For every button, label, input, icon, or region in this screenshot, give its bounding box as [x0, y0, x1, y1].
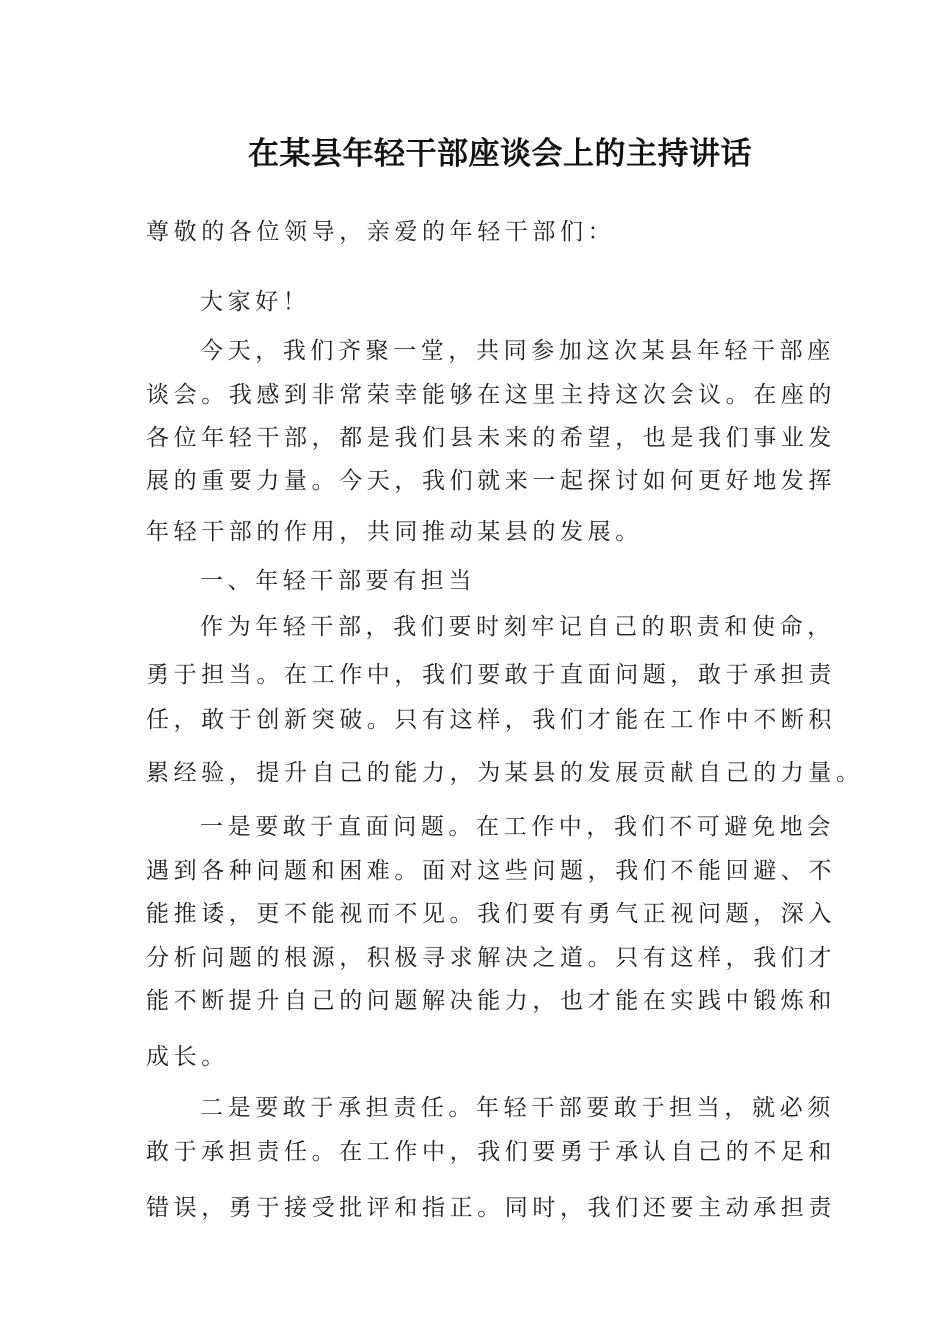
paragraph-line: 分析问题的根源，积极寻求解决之道。只有这样，我们才 [146, 945, 836, 971]
paragraph-line: 敢于承担责任。在工作中，我们要勇于承认自己的不足和 [146, 1139, 836, 1165]
paragraph-line: 勇于担当。在工作中，我们要敢于直面问题，敢于承担责 [146, 662, 836, 688]
paragraph-line: 能不断提升自己的问题解决能力，也才能在实践中锻炼和 [146, 988, 836, 1014]
salutation-line: 尊敬的各位领导，亲爱的年轻干部们： [146, 219, 616, 245]
paragraph-line: 今天，我们齐聚一堂，共同参加这次某县年轻干部座 [200, 338, 835, 364]
document-title: 在某县年轻干部座谈会上的主持讲话 [248, 136, 752, 172]
paragraph-line: 一是要敢于直面问题。在工作中，我们不可避免地会 [200, 814, 835, 840]
paragraph-line: 能推诿，更不能视而不见。我们要有勇气正视问题，深入 [146, 901, 836, 927]
paragraph-line: 二是要敢于承担责任。年轻干部要敢于担当，就必须 [200, 1095, 835, 1121]
paragraph-line: 累经验，提升自己的能力，为某县的发展贡献自己的力量。 [146, 760, 864, 786]
paragraph-line: 年轻干部的作用，共同推动某县的发展。 [146, 519, 643, 545]
paragraph-line: 遇到各种问题和困难。面对这些问题，我们不能回避、不 [146, 858, 836, 884]
paragraph-line: 错误，勇于接受批评和指正。同时，我们还要主动承担责 [146, 1195, 836, 1221]
section-heading: 一、年轻干部要有担当 [200, 568, 476, 594]
paragraph-line: 作为年轻干部，我们要时刻牢记自己的职责和使命， [200, 614, 835, 640]
paragraph-line: 成长。 [146, 1044, 229, 1070]
paragraph-line: 各位年轻干部，都是我们县未来的希望，也是我们事业发 [146, 425, 836, 451]
paragraph-line: 展的重要力量。今天，我们就来一起探讨如何更好地发挥 [146, 468, 836, 494]
paragraph-line: 任，敢于创新突破。只有这样，我们才能在工作中不断积 [146, 707, 836, 733]
paragraph-line: 谈会。我感到非常荣幸能够在这里主持这次会议。在座的 [146, 382, 836, 408]
greeting-line: 大家好！ [200, 289, 311, 315]
